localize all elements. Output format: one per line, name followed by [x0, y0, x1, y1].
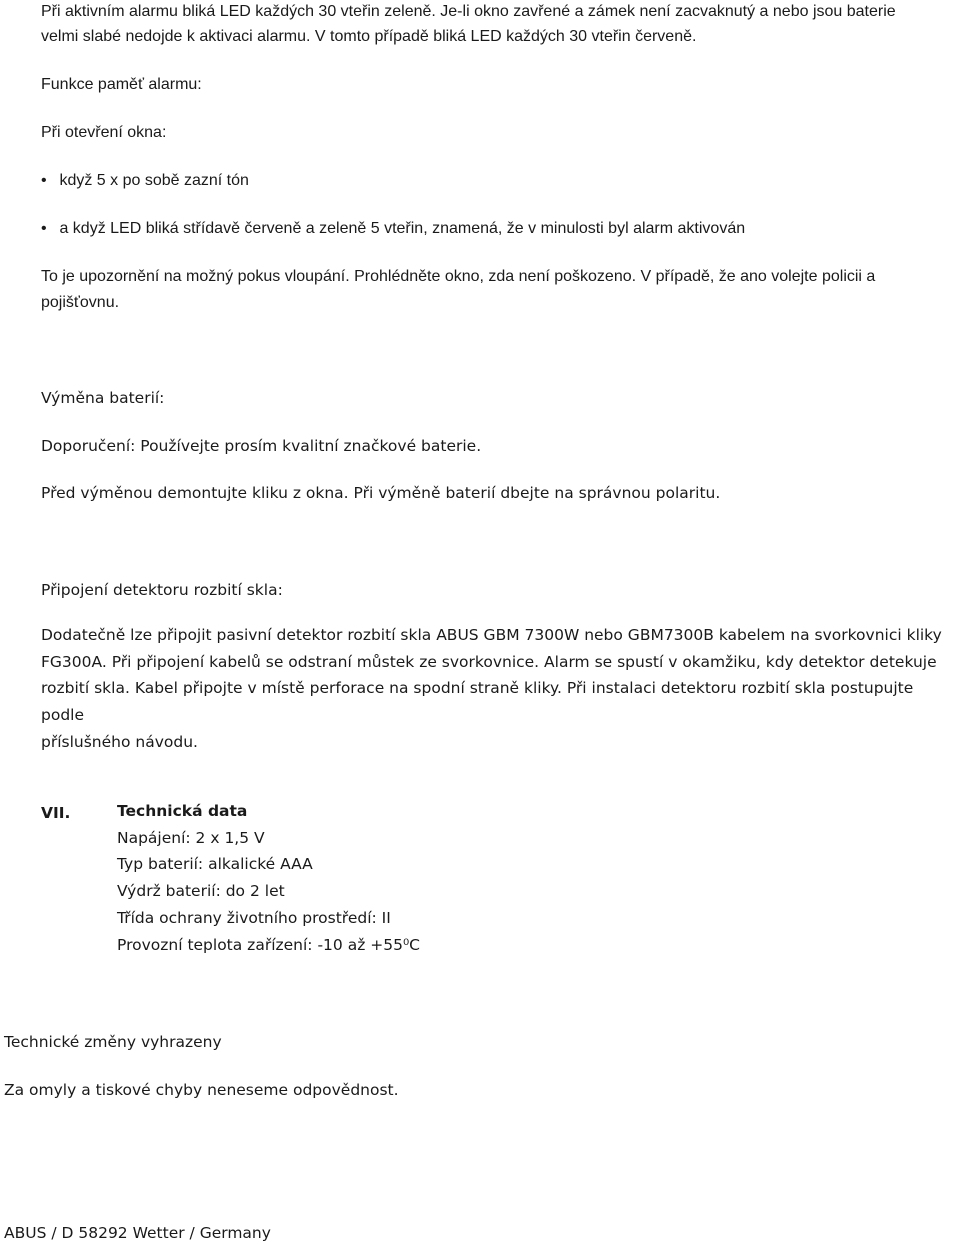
memory-note-line-1: To je upozornění na možný pokus vloupání. Prohlédněte okno, zda není poškozeno. V případě, že ano volejte policii a	[41, 268, 876, 285]
spec-battery-type: Typ baterií: alkalické AAA	[117, 855, 313, 874]
battery-heading: Výměna baterií:	[41, 389, 165, 407]
spec-power: Napájení: 2 x 1,5 V	[117, 828, 265, 847]
memory-bullet-2-text: a když LED bliká střídavě červeně a zeleně 5 vteřin, znamená, že v minulosti byl alarm aktivován	[59, 220, 746, 237]
glass-detector-line-2: FG300A. Při připojení kabelů se odstraní můstek ze svorkovnice. Alarm se spustí v okamžiku, kdy detektor detekuje	[41, 652, 937, 671]
memory-bullet-2	[41, 219, 745, 239]
errors-disclaimer: Za omyly a tiskové chyby neneseme odpovědnost.	[4, 1081, 399, 1099]
technical-data	[117, 798, 420, 958]
glass-detector-paragraph	[41, 622, 960, 756]
technical-title: Technická data	[117, 802, 248, 820]
spec-operating-temperature: Provozní teplota zařízení: -10 až +55⁰C	[117, 935, 420, 954]
glass-detector-heading: Připojení detektoru rozbití skla:	[41, 581, 283, 599]
battery-instruction: Před výměnou demontujte kliku z okna. Při výměně baterií dbejte na správnou polaritu.	[41, 484, 721, 502]
glass-detector-line-1: Dodatečně lze připojit pasivní detektor rozbití skla ABUS GBM 7300W nebo GBM7300B kabelem na svorkovnici kliky	[41, 626, 942, 644]
memory-bullet-1-text: když 5 x po sobě zazní tón	[59, 172, 249, 189]
section-number: VII.	[41, 804, 71, 822]
memory-subheading: Při otevření okna:	[41, 124, 167, 141]
spec-battery-life: Výdrž baterií: do 2 let	[117, 882, 285, 901]
spec-protection-class: Třída ochrany životního prostředí: II	[117, 908, 391, 927]
technical-changes-note: Technické změny vyhrazeny	[4, 1033, 222, 1051]
intro-line-2: velmi slabé nedojde k aktivaci alarmu. V tomto případě bliká LED každých 30 vteřin červeně.	[41, 28, 697, 45]
glass-detector-line-3: rozbití skla. Kabel připojte v místě perforace na spodní straně kliky. Při instalaci detektoru rozbití skla postupujte podle	[41, 679, 914, 725]
memory-note-line-2: pojišťovnu.	[41, 294, 120, 311]
battery-recommendation: Doporučení: Používejte prosím kvalitní značkové baterie.	[41, 437, 482, 455]
memory-bullet-1	[41, 171, 249, 191]
company-address: ABUS / D 58292 Wetter / Germany	[4, 1224, 271, 1242]
glass-detector-line-4: příslušného návodu.	[41, 732, 198, 751]
memory-heading: Funkce paměť alarmu:	[41, 76, 202, 93]
intro-line-1: Při aktivním alarmu bliká LED každých 30 vteřin zeleně. Je-li okno zavřené a zámek není zacvaknutý a nebo jsou baterie	[41, 3, 896, 20]
